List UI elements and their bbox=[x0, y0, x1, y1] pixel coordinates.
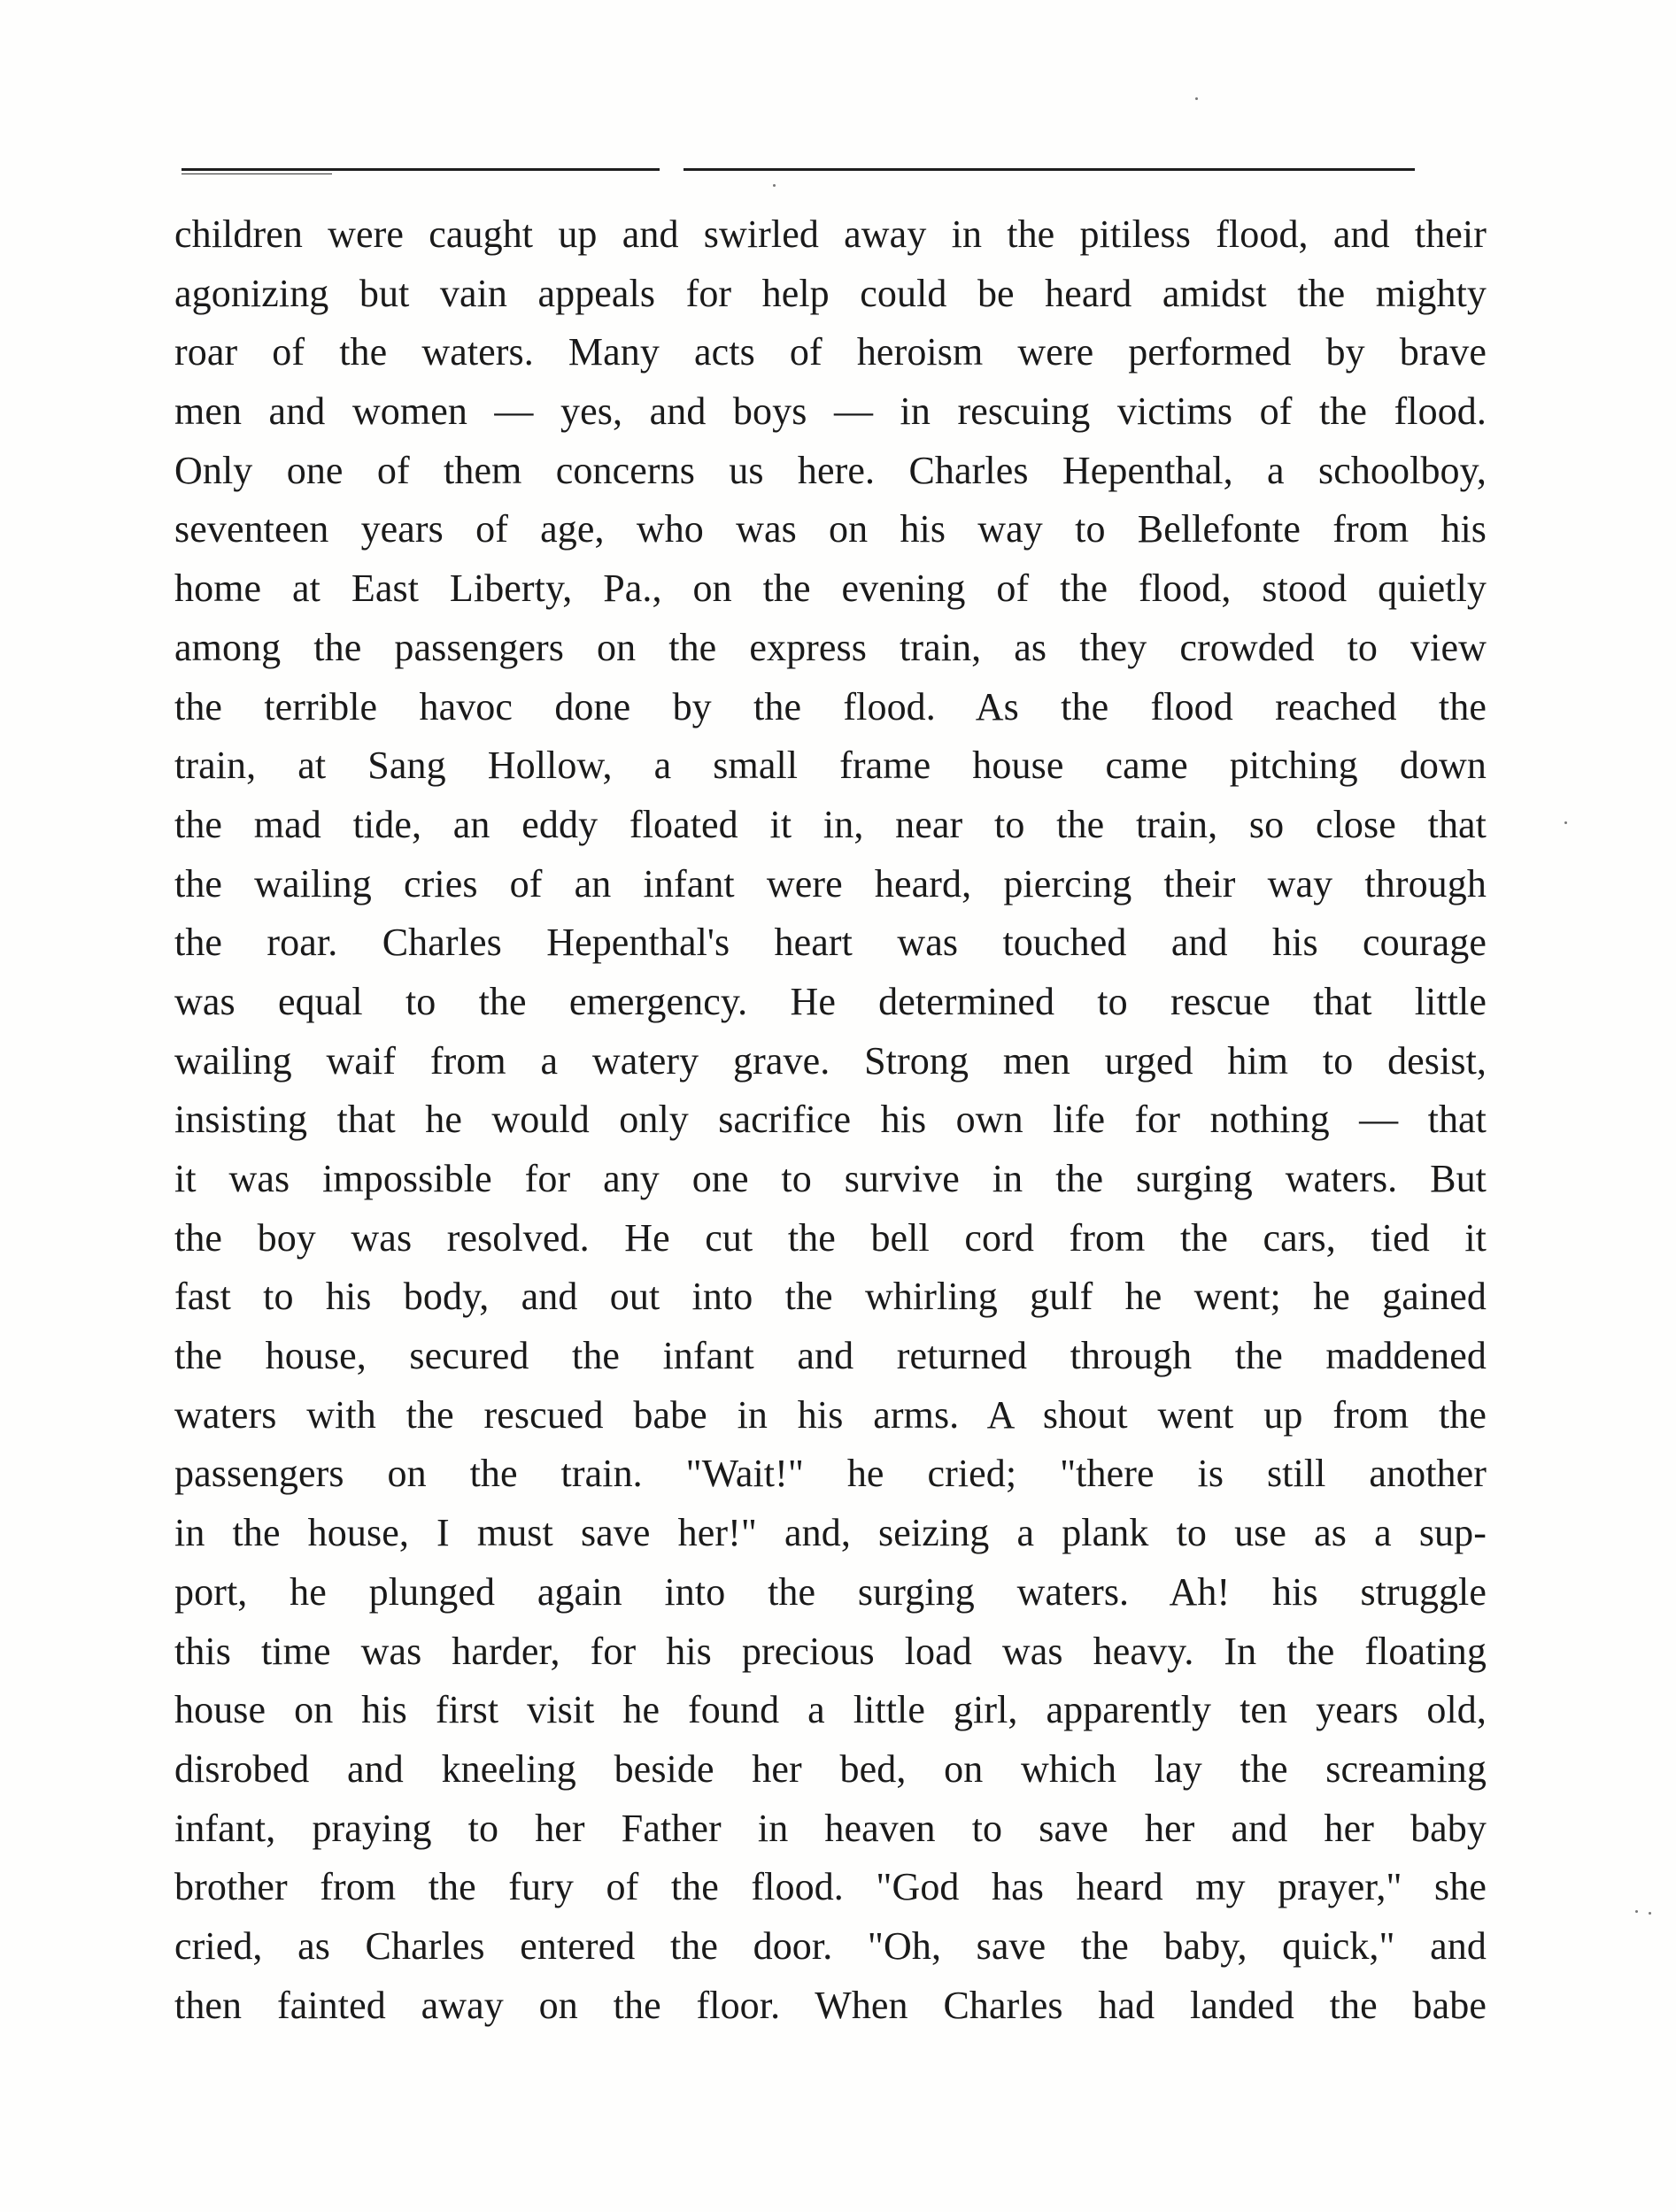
text-line: then fainted away on the floor. When Charles had landed the babe bbox=[174, 1983, 1487, 2027]
text-line: house on his first visit he found a little girl, apparently ten years old, bbox=[174, 1688, 1487, 1732]
text-line: the wailing cries of an infant were heard, piercing their way through bbox=[174, 861, 1487, 906]
text-line: wailing waif from a watery grave. Strong men urged him to desist, bbox=[174, 1038, 1487, 1083]
header-rule-left-shadow bbox=[182, 173, 332, 174]
text-line: Only one of them concerns us here. Charles Hepenthal, a schoolboy, bbox=[174, 448, 1487, 492]
paper-speck bbox=[1195, 97, 1198, 100]
text-line: the boy was resolved. He cut the bell cord from the cars, tied it bbox=[174, 1215, 1487, 1260]
text-line: waters with the rescued babe in his arms. A shout went up from the bbox=[174, 1392, 1487, 1437]
text-line: brother from the fury of the flood. "God has heard my prayer," she bbox=[174, 1865, 1487, 1909]
text-line: infant, praying to her Father in heaven to save her and her baby bbox=[174, 1806, 1487, 1850]
text-line: roar of the waters. Many acts of heroism were performed by brave bbox=[174, 330, 1487, 374]
text-line: train, at Sang Hollow, a small frame house came pitching down bbox=[174, 744, 1487, 788]
paper-speck bbox=[773, 184, 776, 187]
text-line: in the house, I must save her!" and, seizing a plank to use as a sup- bbox=[174, 1511, 1487, 1555]
paper-speck bbox=[1649, 1912, 1651, 1915]
text-line: insisting that he would only sacrifice his own life for nothing — that bbox=[174, 1098, 1487, 1142]
paper-speck bbox=[1635, 1910, 1638, 1913]
text-line: men and women — yes, and boys — in rescuing victims of the flood. bbox=[174, 389, 1487, 434]
text-line: home at East Liberty, Pa., on the evening of the flood, stood quietly bbox=[174, 566, 1487, 611]
text-line: among the passengers on the express train, as they crowded to view bbox=[174, 625, 1487, 669]
text-line: disrobed and kneeling beside her bed, on which lay the screaming bbox=[174, 1746, 1487, 1791]
text-line: fast to his body, and out into the whirling gulf he went; he gained bbox=[174, 1275, 1487, 1319]
paper-speck bbox=[1564, 821, 1567, 824]
header-rule-right bbox=[684, 168, 1415, 171]
text-line: children were caught up and swirled away in the pitiless flood, and their bbox=[174, 212, 1487, 256]
text-line: the roar. Charles Hepenthal's heart was touched and his courage bbox=[174, 921, 1487, 965]
header-rule-left bbox=[182, 168, 660, 171]
text-line: the terrible havoc done by the flood. As the flood reached the bbox=[174, 684, 1487, 728]
text-line: seventeen years of age, who was on his way to Bellefonte from his bbox=[174, 507, 1487, 551]
text-line: passengers on the train. "Wait!" he cried; "there is still another bbox=[174, 1452, 1487, 1496]
text-line: agonizing but vain appeals for help could be heard amidst the mighty bbox=[174, 271, 1487, 315]
text-line: was equal to the emergency. He determined to rescue that little bbox=[174, 979, 1487, 1023]
text-line: cried, as Charles entered the door. "Oh, save the baby, quick," and bbox=[174, 1923, 1487, 1968]
text-line: this time was harder, for his precious load was heavy. In the floating bbox=[174, 1629, 1487, 1673]
text-line: the mad tide, an eddy floated it in, near to the train, so close that bbox=[174, 802, 1487, 846]
text-line: it was impossible for any one to survive in the surging waters. But bbox=[174, 1157, 1487, 1200]
text-line: the house, secured the infant and returned through the maddened bbox=[174, 1334, 1487, 1378]
text-line: port, he plunged again into the surging waters. Ah! his struggle bbox=[174, 1569, 1487, 1614]
body-text bbox=[174, 205, 1487, 2035]
